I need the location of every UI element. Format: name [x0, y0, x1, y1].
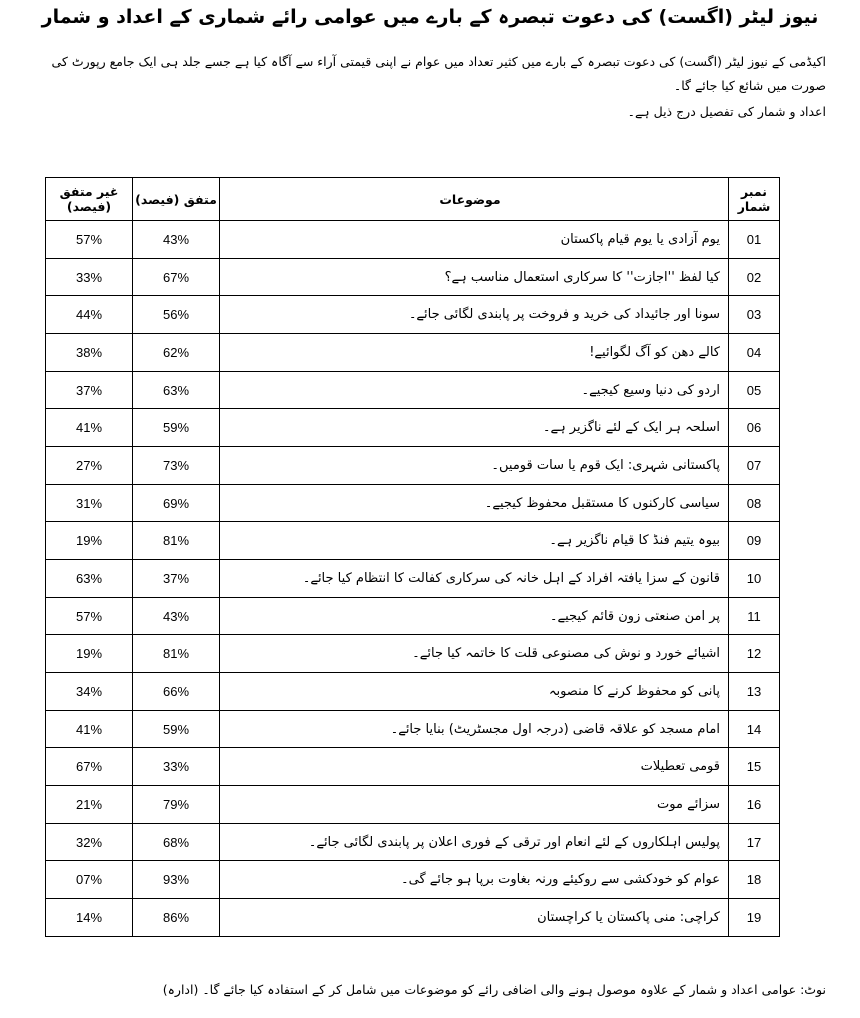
table-row [46, 258, 780, 296]
header-agree: متفق (فیصد) [133, 178, 220, 221]
row-number: 18 [729, 861, 780, 899]
table-row [46, 447, 780, 485]
row-topic: کیا لفظ ''اجازت'' کا سرکاری استعمال مناسب ہے؟ [220, 258, 729, 296]
row-disagree-percent: 19% [46, 522, 133, 560]
row-topic: امام مسجد کو علاقہ قاضی (درجہ اول مجسٹریٹ) بنایا جائے۔ [220, 710, 729, 748]
row-number: 13 [729, 673, 780, 711]
row-number: 11 [729, 597, 780, 635]
row-agree-percent: 86% [133, 899, 220, 937]
table-row [46, 748, 780, 786]
row-agree-percent: 59% [133, 409, 220, 447]
row-number: 05 [729, 371, 780, 409]
row-topic: سیاسی کارکنوں کا مستقبل محفوظ کیجیے۔ [220, 484, 729, 522]
table-row [46, 597, 780, 635]
row-topic: یوم آزادی یا یوم قیام پاکستان [220, 221, 729, 259]
row-disagree-percent: 27% [46, 447, 133, 485]
row-topic: قومی تعطیلات [220, 748, 729, 786]
row-topic: سونا اور جائیداد کی خرید و فروخت پر پابندی لگائی جائے۔ [220, 296, 729, 334]
row-disagree-percent: 41% [46, 710, 133, 748]
row-number: 15 [729, 748, 780, 786]
footnote: نوٹ: عوامی اعداد و شمار کے علاوہ موصول ہونے والی اضافی رائے کو موضوعات میں شامل کر کے استفادہ کیا جائے گا۔ (ادارہ) [162, 982, 826, 997]
row-agree-percent: 67% [133, 258, 220, 296]
row-number: 06 [729, 409, 780, 447]
row-agree-percent: 63% [133, 371, 220, 409]
row-topic: کالے دھن کو آگ لگوائیے! [220, 334, 729, 372]
intro-paragraph: اکیڈمی کے نیوز لیٹر (اگست) کی دعوت تبصرہ کے بارے میں کثیر تعداد میں عوام نے اپنی قیمتی آراء سے آگاہ کیا ہے جسے جلد ہی ایک جامع رپورٹ کی صورت میں شائع کیا جائے گا۔ [51, 54, 826, 93]
page-title: نیوز لیٹر (اگست) کی دعوت تبصرہ کے بارے میں عوامی رائے شماری کے اعداد و شمار [41, 6, 819, 28]
intro-paragraph-details: اعداد و شمار کی تفصیل درج ذیل ہے۔ [627, 104, 826, 119]
row-number: 01 [729, 221, 780, 259]
table-row [46, 371, 780, 409]
row-topic: اردو کی دنیا وسیع کیجیے۔ [220, 371, 729, 409]
table-row [46, 673, 780, 711]
row-agree-percent: 62% [133, 334, 220, 372]
row-topic: اشیائے خورد و نوش کی مصنوعی قلت کا خاتمہ کیا جائے۔ [220, 635, 729, 673]
row-topic: پانی کو محفوظ کرنے کا منصوبہ [220, 673, 729, 711]
row-topic: سزائے موت [220, 786, 729, 824]
row-topic: اسلحہ ہر ایک کے لئے ناگزیر ہے۔ [220, 409, 729, 447]
row-disagree-percent: 57% [46, 597, 133, 635]
row-agree-percent: 43% [133, 597, 220, 635]
row-topic: قانون کے سزا یافتہ افراد کے اہل خانہ کی سرکاری کفالت کا انتظام کیا جائے۔ [220, 560, 729, 598]
table-row [46, 334, 780, 372]
row-disagree-percent: 31% [46, 484, 133, 522]
row-number: 08 [729, 484, 780, 522]
row-topic: کراچی: منی پاکستان یا کراچستان [220, 899, 729, 937]
row-disagree-percent: 63% [46, 560, 133, 598]
row-agree-percent: 81% [133, 522, 220, 560]
row-agree-percent: 93% [133, 861, 220, 899]
table-header-row [46, 178, 780, 221]
table-row [46, 296, 780, 334]
row-agree-percent: 56% [133, 296, 220, 334]
row-disagree-percent: 41% [46, 409, 133, 447]
row-disagree-percent: 57% [46, 221, 133, 259]
intro-text [40, 50, 826, 124]
row-topic: بیوہ یتیم فنڈ کا قیام ناگزیر ہے۔ [220, 522, 729, 560]
row-disagree-percent: 37% [46, 371, 133, 409]
table-row [46, 484, 780, 522]
row-number: 10 [729, 560, 780, 598]
row-number: 14 [729, 710, 780, 748]
header-disagree: غیر متفق (فیصد) [46, 178, 133, 221]
row-agree-percent: 79% [133, 786, 220, 824]
row-agree-percent: 33% [133, 748, 220, 786]
table-row [46, 823, 780, 861]
row-agree-percent: 73% [133, 447, 220, 485]
row-number: 09 [729, 522, 780, 560]
table-row [46, 221, 780, 259]
row-number: 19 [729, 899, 780, 937]
table-row [46, 861, 780, 899]
header-topic: موضوعات [220, 178, 729, 221]
row-agree-percent: 81% [133, 635, 220, 673]
row-disagree-percent: 19% [46, 635, 133, 673]
table-row [46, 409, 780, 447]
row-disagree-percent: 33% [46, 258, 133, 296]
row-disagree-percent: 14% [46, 899, 133, 937]
table-row [46, 710, 780, 748]
table-body [46, 221, 780, 937]
row-number: 03 [729, 296, 780, 334]
table-row [46, 899, 780, 937]
table-row [46, 635, 780, 673]
header-number: نمبر شمار [729, 178, 780, 221]
row-number: 04 [729, 334, 780, 372]
row-number: 12 [729, 635, 780, 673]
row-disagree-percent: 07% [46, 861, 133, 899]
table-row [46, 522, 780, 560]
row-disagree-percent: 44% [46, 296, 133, 334]
row-number: 07 [729, 447, 780, 485]
row-topic: عوام کو خودکشی سے روکیئے ورنہ بغاوت برپا ہو جائے گی۔ [220, 861, 729, 899]
row-number: 16 [729, 786, 780, 824]
row-disagree-percent: 34% [46, 673, 133, 711]
table-row [46, 560, 780, 598]
row-agree-percent: 37% [133, 560, 220, 598]
row-topic: پولیس اہلکاروں کے لئے انعام اور ترقی کے فوری اعلان پر پابندی لگائی جائے۔ [220, 823, 729, 861]
row-number: 17 [729, 823, 780, 861]
row-agree-percent: 43% [133, 221, 220, 259]
row-agree-percent: 66% [133, 673, 220, 711]
row-disagree-percent: 21% [46, 786, 133, 824]
row-agree-percent: 69% [133, 484, 220, 522]
row-disagree-percent: 67% [46, 748, 133, 786]
row-agree-percent: 59% [133, 710, 220, 748]
row-agree-percent: 68% [133, 823, 220, 861]
survey-results-table [45, 177, 780, 937]
row-topic: پاکستانی شہری: ایک قوم یا سات قومیں۔ [220, 447, 729, 485]
row-number: 02 [729, 258, 780, 296]
row-disagree-percent: 38% [46, 334, 133, 372]
row-disagree-percent: 32% [46, 823, 133, 861]
table-row [46, 786, 780, 824]
row-topic: پر امن صنعتی زون قائم کیجیے۔ [220, 597, 729, 635]
